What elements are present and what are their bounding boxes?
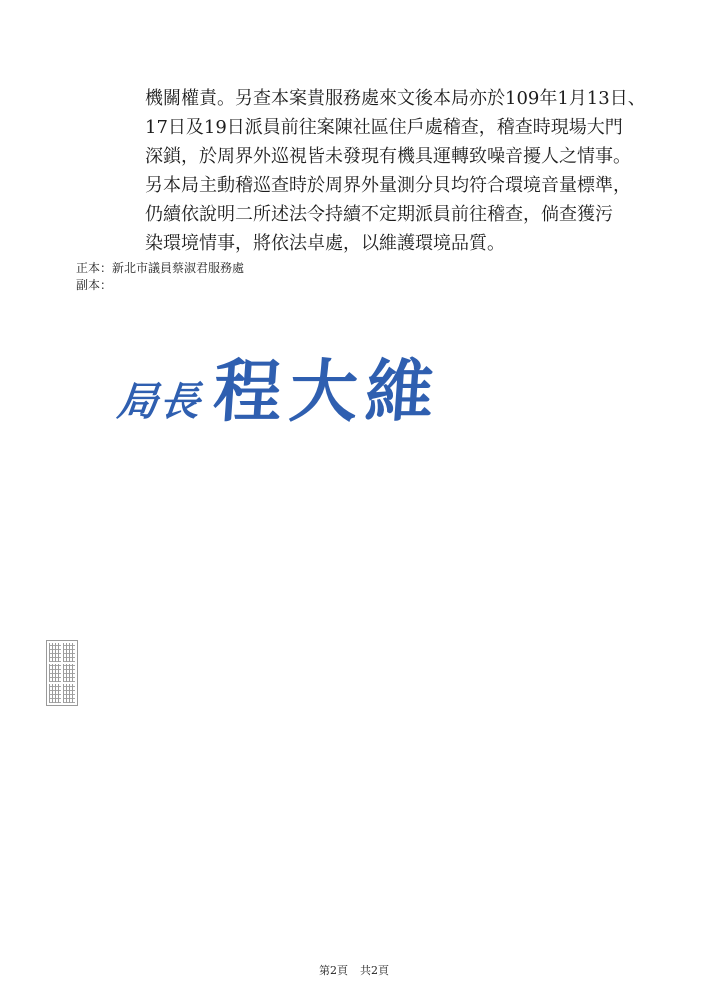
letter-body xyxy=(145,84,645,258)
signature-title: 局長 xyxy=(115,378,205,425)
primary-recipient xyxy=(76,260,244,277)
seal-mark xyxy=(63,643,75,662)
distribution-list xyxy=(76,260,244,294)
body-line: 仍續依說明二所述法令持續不定期派員前往稽查，倘查獲污 xyxy=(145,204,613,225)
body-line: 17日及19日派員前往案陳社區住戶處稽查，稽查時現場大門 xyxy=(145,117,623,138)
signature-stamp xyxy=(115,338,445,435)
seal-mark xyxy=(49,664,61,683)
seal-mark xyxy=(49,684,61,703)
seal-mark xyxy=(63,684,75,703)
body-line: 另本局主動稽巡查時於周界外量測分貝均符合環境音量標準， xyxy=(145,175,631,196)
body-line: 機關權責。另查本案貴服務處來文後本局亦於109年1月13日、 xyxy=(145,88,646,109)
body-line: 深鎖，於周界外巡視皆未發現有機具運轉致噪音擾人之情事。 xyxy=(145,146,631,167)
seal-mark xyxy=(49,643,61,662)
primary-recipient-value: 新北市議員蔡淑君服務處 xyxy=(112,261,245,275)
official-seal-icon xyxy=(46,640,78,706)
page-total: 共2頁 xyxy=(360,964,389,977)
page-number: 第2頁 xyxy=(319,964,348,977)
signature-name: 程大維 xyxy=(210,352,445,432)
body-line: 染環境情事，將依法卓處，以維護環境品質。 xyxy=(145,233,505,254)
copy-recipient xyxy=(76,277,244,294)
copy-recipient-label: 副本： xyxy=(76,278,113,292)
seal-mark xyxy=(63,664,75,683)
page-footer xyxy=(0,962,708,978)
primary-recipient-label: 正本： xyxy=(76,261,113,275)
